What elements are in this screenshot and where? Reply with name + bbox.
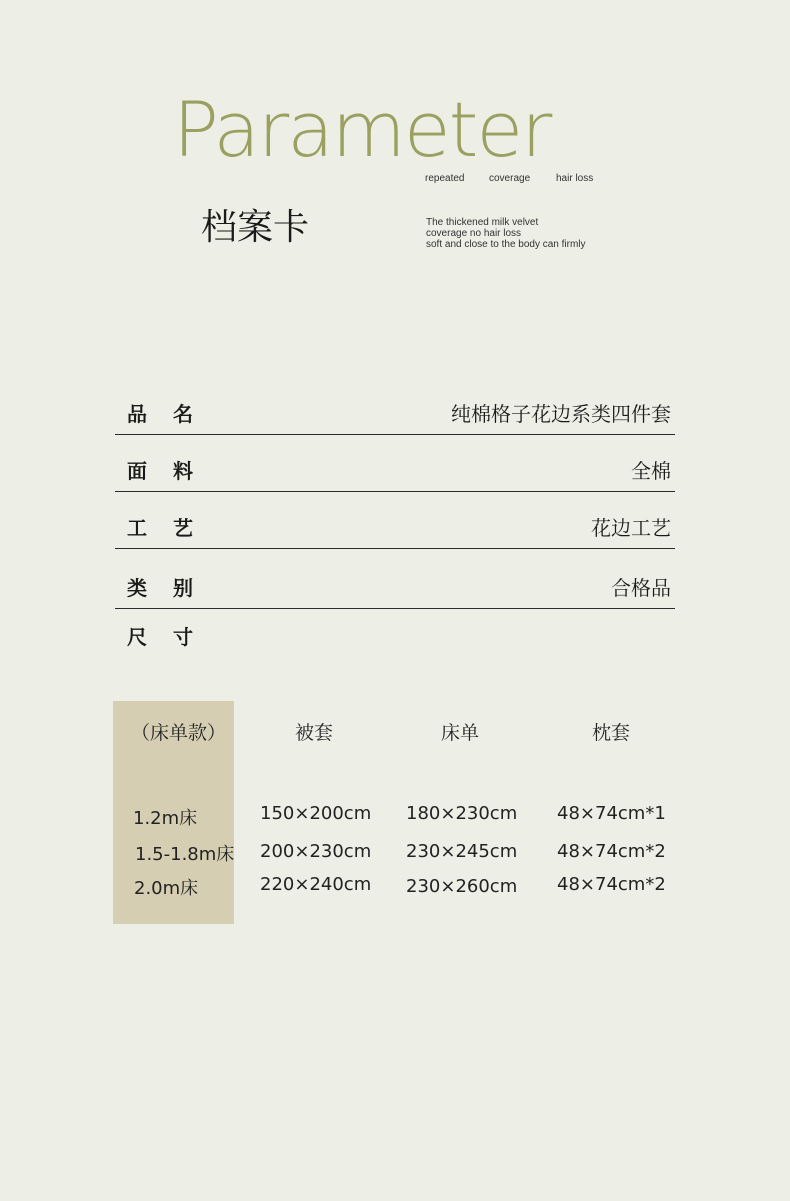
page-title: Parameter bbox=[173, 85, 551, 174]
spec-label: 品名 bbox=[127, 402, 219, 426]
table-cell: 180×230cm bbox=[406, 803, 518, 824]
table-cell: 200×230cm bbox=[260, 841, 372, 862]
page-subtitle: 档案卡 bbox=[201, 207, 310, 248]
spec-label: 尺寸 bbox=[127, 625, 219, 649]
table-cell: 48×74cm*2 bbox=[557, 841, 666, 862]
divider bbox=[115, 548, 675, 550]
table-cell: 220×240cm bbox=[260, 874, 372, 895]
tag-coverage: coverage bbox=[489, 173, 531, 184]
table-cell: 2.0m床 bbox=[134, 878, 199, 899]
spec-row-category bbox=[115, 571, 675, 609]
table-header-duvet-cover: 被套 bbox=[295, 722, 334, 744]
blurb-line: coverage no hair loss bbox=[426, 228, 522, 239]
divider bbox=[115, 491, 675, 493]
spec-value: 纯棉格子花边系类四件套 bbox=[451, 402, 671, 426]
spec-row-size bbox=[115, 620, 675, 658]
table-header-bed-sheet: 床单 bbox=[441, 722, 480, 744]
spec-row-craft bbox=[115, 511, 675, 549]
table-cell: 48×74cm*1 bbox=[557, 803, 666, 824]
spec-value: 合格品 bbox=[611, 576, 671, 600]
blurb bbox=[426, 217, 586, 250]
blurb-line: The thickened milk velvet bbox=[426, 217, 539, 228]
tag-hair-loss: hair loss bbox=[556, 173, 594, 184]
spec-row-fabric bbox=[115, 454, 675, 492]
spec-value: 花边工艺 bbox=[591, 516, 671, 540]
blurb-line: soft and close to the body can firmly bbox=[426, 239, 586, 250]
spec-label: 面料 bbox=[127, 459, 219, 483]
divider bbox=[115, 608, 675, 610]
table-cell: 1.5-1.8m床 bbox=[135, 844, 235, 865]
spec-label: 工艺 bbox=[127, 516, 219, 540]
table-cell: 230×245cm bbox=[406, 841, 518, 862]
table-header-bed-type: （床单款） bbox=[131, 722, 227, 744]
table-cell: 150×200cm bbox=[260, 803, 372, 824]
table-cell: 1.2m床 bbox=[133, 808, 198, 829]
tag-repeated: repeated bbox=[425, 173, 465, 184]
divider bbox=[115, 434, 675, 436]
spec-label: 类别 bbox=[127, 576, 219, 600]
spec-row-name bbox=[115, 397, 675, 435]
spec-value: 全棉 bbox=[631, 459, 671, 483]
table-cell: 48×74cm*2 bbox=[557, 874, 666, 895]
table-cell: 230×260cm bbox=[406, 876, 518, 897]
table-header-pillowcase: 枕套 bbox=[592, 722, 631, 744]
